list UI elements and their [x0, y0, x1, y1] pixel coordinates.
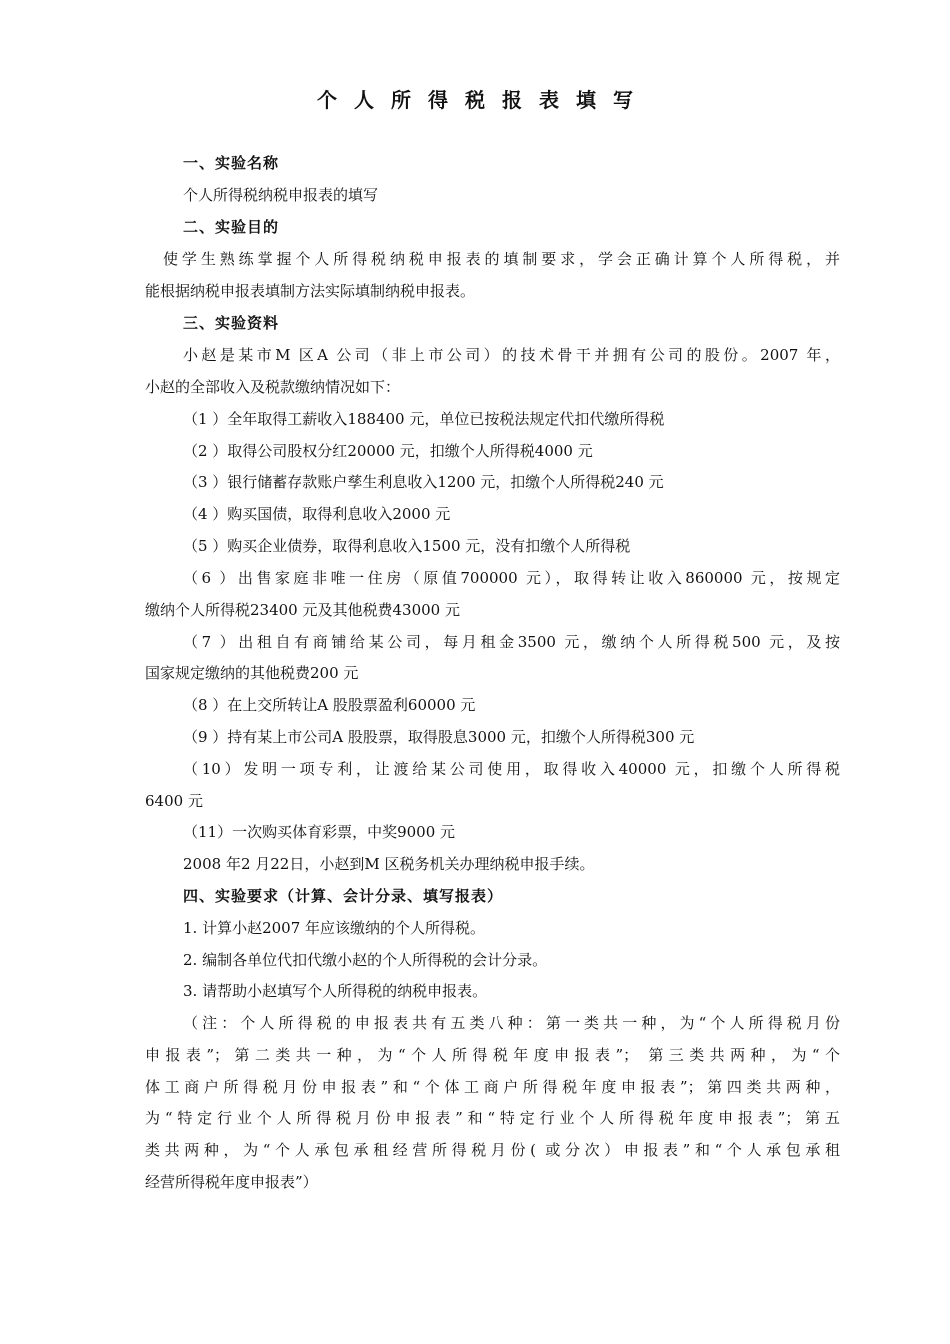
requirement-item: 2. 编制各单位代扣代缴小赵的个人所得税的会计分录。: [183, 951, 548, 969]
list-item: （6 ）出售家庭非唯一住房（原值700000 元），取得转让收入860000 元，按规定: [183, 569, 840, 587]
list-item-continuation: 国家规定缴纳的其他税费200 元: [145, 664, 359, 682]
materials-closing: 2008 年2 月22日，小赵到M 区税务机关办理纳税申报手续。: [183, 855, 595, 873]
note-line: 体工商户所得税月份申报表”和“个体工商户所得税年度申报表”；第四类共两种，: [145, 1078, 840, 1096]
list-item: （11）一次购买体育彩票，中奖9000 元: [183, 823, 456, 841]
list-item: （1 ）全年取得工薪收入188400 元，单位已按税法规定代扣代缴所得税: [183, 410, 665, 428]
list-item: （2 ）取得公司股权分红20000 元，扣缴个人所得税4000 元: [183, 442, 593, 460]
list-item: （8 ）在上交所转让A 股股票盈利60000 元: [183, 696, 476, 714]
list-item: （7 ）出租自有商铺给某公司，每月租金3500 元，缴纳个人所得税500 元，及按: [183, 633, 840, 651]
materials-intro-line-1: 小赵是某市M 区A 公司（非上市公司）的技术骨干并拥有公司的股份。2007 年，: [183, 346, 840, 364]
list-item: （4 ）购买国债，取得利息收入2000 元: [183, 505, 451, 523]
list-item: （5 ）购买企业债券，取得利息收入1500 元，没有扣缴个人所得税: [183, 537, 631, 555]
requirement-item: 3. 请帮助小赵填写个人所得税的纳税申报表。: [183, 982, 488, 1000]
experiment-name-text: 个人所得税纳税申报表的填写: [183, 186, 379, 204]
note-line: 申报表”；第二类共一种，为“个人所得税年度申报表”； 第三类共两种，为“个: [145, 1046, 840, 1064]
requirement-item: 1. 计算小赵2007 年应该缴纳的个人所得税。: [183, 919, 486, 937]
section-heading-experiment-materials: 三、实验资料: [183, 314, 280, 332]
list-item: （3 ）银行储蓄存款账户孳生利息收入1200 元，扣缴个人所得税240 元: [183, 473, 664, 491]
purpose-text-line-1: 使学生熟练掌握个人所得税纳税申报表的填制要求，学会正确计算个人所得税，并: [163, 250, 840, 268]
purpose-text-line-2: 能根据纳税申报表填制方法实际填制纳税申报表。: [145, 282, 476, 300]
note-line: 经营所得税年度申报表”）: [145, 1173, 318, 1191]
list-item-continuation: 6400 元: [145, 792, 203, 810]
note-line: 类共两种，为“个人承包承租经营所得税月份( 或分次）申报表”和“个人承包承租: [145, 1141, 840, 1159]
note-line: 为“特定行业个人所得税月份申报表”和“特定行业个人所得税年度申报表”；第五: [145, 1109, 840, 1127]
materials-intro-line-2: 小赵的全部收入及税款缴纳情况如下：: [145, 378, 401, 396]
list-item: （10）发明一项专利，让渡给某公司使用，取得收入40000 元，扣缴个人所得税: [183, 760, 840, 778]
list-item: （9 ）持有某上市公司A 股股票，取得股息3000 元，扣缴个人所得税300 元: [183, 728, 695, 746]
note-line: （注：个人所得税的申报表共有五类八种：第一类共一种，为“个人所得税月份: [183, 1014, 840, 1032]
section-heading-experiment-requirements: 四、实验要求（计算、会计分录、填写报表）: [183, 887, 504, 905]
list-item-continuation: 缴纳个人所得税23400 元及其他税费43000 元: [145, 601, 460, 619]
section-heading-experiment-name: 一、实验名称: [183, 154, 280, 172]
page-title: 个人所得税报表填写: [317, 88, 650, 112]
section-heading-experiment-purpose: 二、实验目的: [183, 218, 280, 236]
